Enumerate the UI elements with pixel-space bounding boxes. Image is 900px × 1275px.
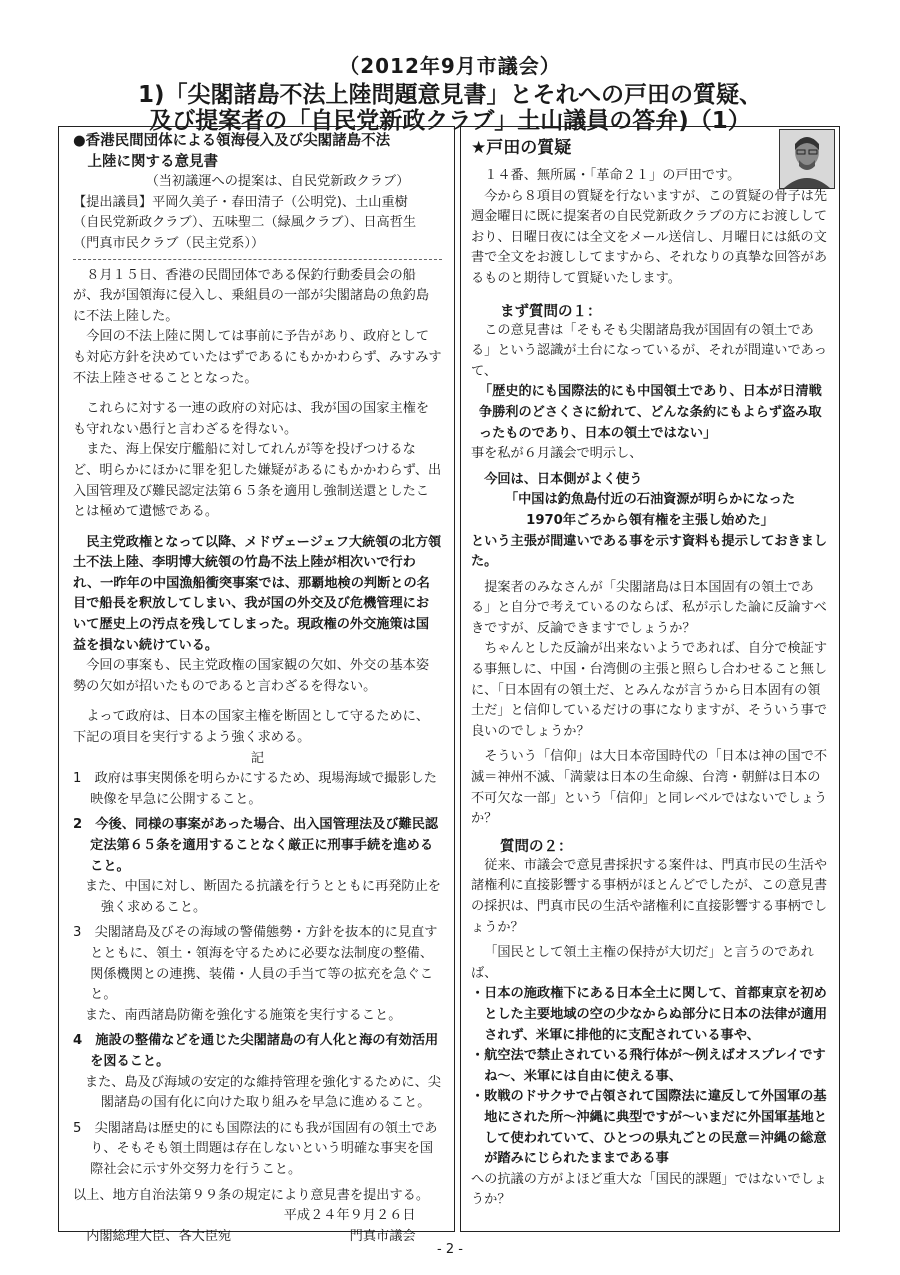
paragraph: 提案者のみなさんが「尖閣諸島は日本国固有の領土である」と自分で考えているのならば、私が示した論に反論すべきですが、反論できますでしょうか？ xyxy=(471,579,827,636)
resolution-item: 1 政府は事実関係を明らかにするため、現場海域で撮影した映像を早急に公開すること。 xyxy=(73,771,437,807)
paragraph-bold: 今回は、日本側がよく使う xyxy=(484,471,643,487)
paragraph: これらに対する一連の政府の対応は、我が国の国家主権をも守れない愚行と言わざるを得ない。 xyxy=(73,401,430,437)
document-title-line2: 及び提案者の「自民党新政クラブ」土山議員の答弁)（1） xyxy=(149,108,751,134)
resolution-item: 2 今後、同様の事案があった場合、出入国管理法及び難民認定法第６５条を適用することなく厳正に刑事手続を進めること。 xyxy=(73,817,439,874)
paragraph: よって政府は、日本の国家主権を断固として守るために、下記の項目を実行するよう強く求める。 xyxy=(73,709,430,746)
paragraph-bold: 民主党政権となって以降、メドヴェージェフ大統領の北方領土不法上陸、李明博大統領の竹島不法上陸が相次いで行われ、一昨年の中国漁船衝突事案では、那覇地検の判断との名目で船長を釈放してしまい、我が国の外交及び危機管理において歴史上の汚点を残してしまった。現政権の外交施策は国益を損ない続けている。 xyxy=(73,534,442,653)
question-column xyxy=(460,126,840,1232)
paragraph: 事を私が６月議会で明示し、 xyxy=(471,446,643,462)
quote-bold: 1970年ごろから領有権を主張し始めた」 xyxy=(526,512,774,528)
recipient: 内閣総理大臣、各大臣宛 xyxy=(86,1228,232,1244)
ki-label: 記 xyxy=(250,750,265,766)
paragraph: この意見書は「そもそも尖閣諸島我が国固有の領土である」という認識が土台になっているが、それが間違いであって、 xyxy=(471,322,827,379)
sender: 門真市議会 xyxy=(349,1228,416,1244)
quote-bold: 「中国は釣魚島付近の石油資源が明らかになった xyxy=(504,492,796,508)
closing-text: 以上、地方自治法第９９条の規定により意見書を提出する。 xyxy=(73,1187,430,1203)
resolution-item: 5 尖閣諸島は歴史的にも国際法的にも我が国固有の領土であり、そもそも領土問題は存在しないという明確な事実を国際社会に示す外交努力を行うこと。 xyxy=(73,1120,438,1177)
proposer-note: （当初議運への提案は、自民党新政クラブ） xyxy=(145,174,410,190)
paragraph: そういう「信仰」は大日本帝国時代の「日本は神の国で不滅＝神州不滅、「満蒙は日本の生命線、台湾・朝鮮は日本の不可欠な一部」という「信仰」と同レベルではないでしょうか？ xyxy=(471,749,828,827)
bullet-item: ・敗戦のドサクサで占領されて国際法に違反して外国軍の基地にされた所～沖縄に典型ですが～いまだに外国軍基地として使われていて、ひとつの県丸ごとの民意＝沖縄の総意が踏みにじられたままである事 xyxy=(471,1089,828,1167)
bullet-item: ・航空法で禁止されている飛行体が～例えばオスプレイですね～、米軍には自由に使える事、 xyxy=(471,1048,826,1084)
quote-bold: 「歴史的にも国際法的にも中国領土であり、日本が日清戦争勝利のどさくさに紛れて、どんな条約にもよらず盗み取ったものであり、日本の領土ではない」 xyxy=(478,384,822,441)
paragraph: 「国民として領土主権の保持が大切だ」と言うのであれば、 xyxy=(471,945,814,981)
question-heading: ★戸田の質疑 xyxy=(471,138,572,158)
members-line: 【提出議員】平岡久美子・春田清子（公明党)、土山重樹 xyxy=(73,194,408,210)
paragraph: １４番、無所属・「革命２１」の戸田です。 xyxy=(484,168,741,183)
resolution-heading-cont: 上陸に関する意見書 xyxy=(87,153,218,170)
paragraph-bold: という主張が間違いである事を示す資料も提示しておきました。 xyxy=(471,533,828,570)
paragraph: また、海上保安庁艦船に対してれんが等を投げつけるなど、明らかにほかに罪を犯した嫌疑があるにもかかわらず、出入国管理及び難民認定法第６５条を適用し強制送還としたことは極めて遺憾である。 xyxy=(73,442,442,520)
author-photo xyxy=(779,129,835,189)
resolution-heading: ●香港民間団体による領海侵入及び尖閣諸島不法 xyxy=(73,133,391,149)
page-number: - 2 - xyxy=(437,1242,463,1257)
question-title: まず質問の１： xyxy=(500,303,602,320)
question-title: 質問の２： xyxy=(500,838,573,855)
resolution-item: 4 施設の整備などを通じた尖閣諸島の有人化と海の有効活用を図ること。 xyxy=(73,1033,439,1069)
resolution-item: 3 尖閣諸島及びその海域の警備態勢・方針を抜本的に見直すとともに、領土・領海を守るために必要な法制度の整備、関係機関との連携、装備・人員の手当て等の拡充を急ぐこと。 xyxy=(73,925,438,1003)
portrait-icon xyxy=(780,130,834,188)
members-line: （門真市民クラブ（民主党系）） xyxy=(73,235,265,251)
paragraph: 従来、市議会で意見書採択する案件は、門真市民の生活や諸権利に直接影響する事柄がほとんどでしたが、この意見書の採択は、門真市民の生活や諸権利に直接影響する事柄でしょうか？ xyxy=(471,857,828,935)
paragraph: ８月１５日、香港の民間団体である保釣行動委員会の船が、我が国領海に侵入し、乗組員の一部が尖閣諸島の魚釣島に不法上陸した。 xyxy=(73,267,430,324)
members-line: （自民党新政クラブ）、五味聖二（緑風クラブ）、日高哲生 xyxy=(73,215,417,231)
session-label: （2012年9月市議会） xyxy=(339,54,561,78)
resolution-date: 平成２４年９月２６日 xyxy=(283,1208,416,1224)
resolution-item-cont: また、南西諸島防衛を強化する施策を実行すること。 xyxy=(84,1007,402,1023)
paragraph: 今から８項目の質疑を行ないますが、この質疑の骨子は先週金曜日に既に提案者の自民党新政クラブの方にお渡ししており、日曜日夜には全文をメール送信し、月曜日には紙の文書で全文をお渡ししてますから、それなりの真摯な回答があるものと期待して質疑いたします。 xyxy=(471,188,828,286)
bullet-item: ・日本の施政権下にある日本全土に関して、首都東京を初めとした主要地域の空の少なからぬ部分に日本の法律が適用されず、米軍に排他的に支配されている事や、 xyxy=(471,986,828,1043)
resolution-item-cont: また、中国に対し、断固たる抗議を行うとともに再発防止を強く求めること。 xyxy=(84,879,441,915)
resolution-item-cont: また、島及び海域の安定的な維持管理を強化するために、尖閣諸島の国有化に向けた取り組みを早急に進めること。 xyxy=(84,1074,441,1111)
paragraph: 今回の事案も、民主党政権の国家観の欠如、外交の基本姿勢の欠如が招いたものであると言わざるを得ない。 xyxy=(73,658,430,694)
divider xyxy=(73,259,442,260)
paragraph: ちゃんとした反論が出来ないようであれば、自分で検証する事無しに、中国・台湾側の主張と照らし合わせること無しに、「日本固有の領土だ、とみんなが言うから日本固有の領土だ」と信仰しているだけの事になりますが、そういう事で良いのでしょうか？ xyxy=(471,641,828,739)
document-title-line1: 1)「尖閣諸島不法上陸問題意見書」とそれへの戸田の質疑、 xyxy=(137,82,763,108)
paragraph: 今回の不法上陸に関しては事前に予告があり、政府としても対応方針を決めていたはずであるにもかかわらず、みすみす不法上陸させることとなった。 xyxy=(73,329,442,386)
paragraph: への抗議の方がよほど重大な「国民的課題」ではないでしょうか？ xyxy=(471,1171,828,1208)
resolution-column xyxy=(58,126,455,1244)
